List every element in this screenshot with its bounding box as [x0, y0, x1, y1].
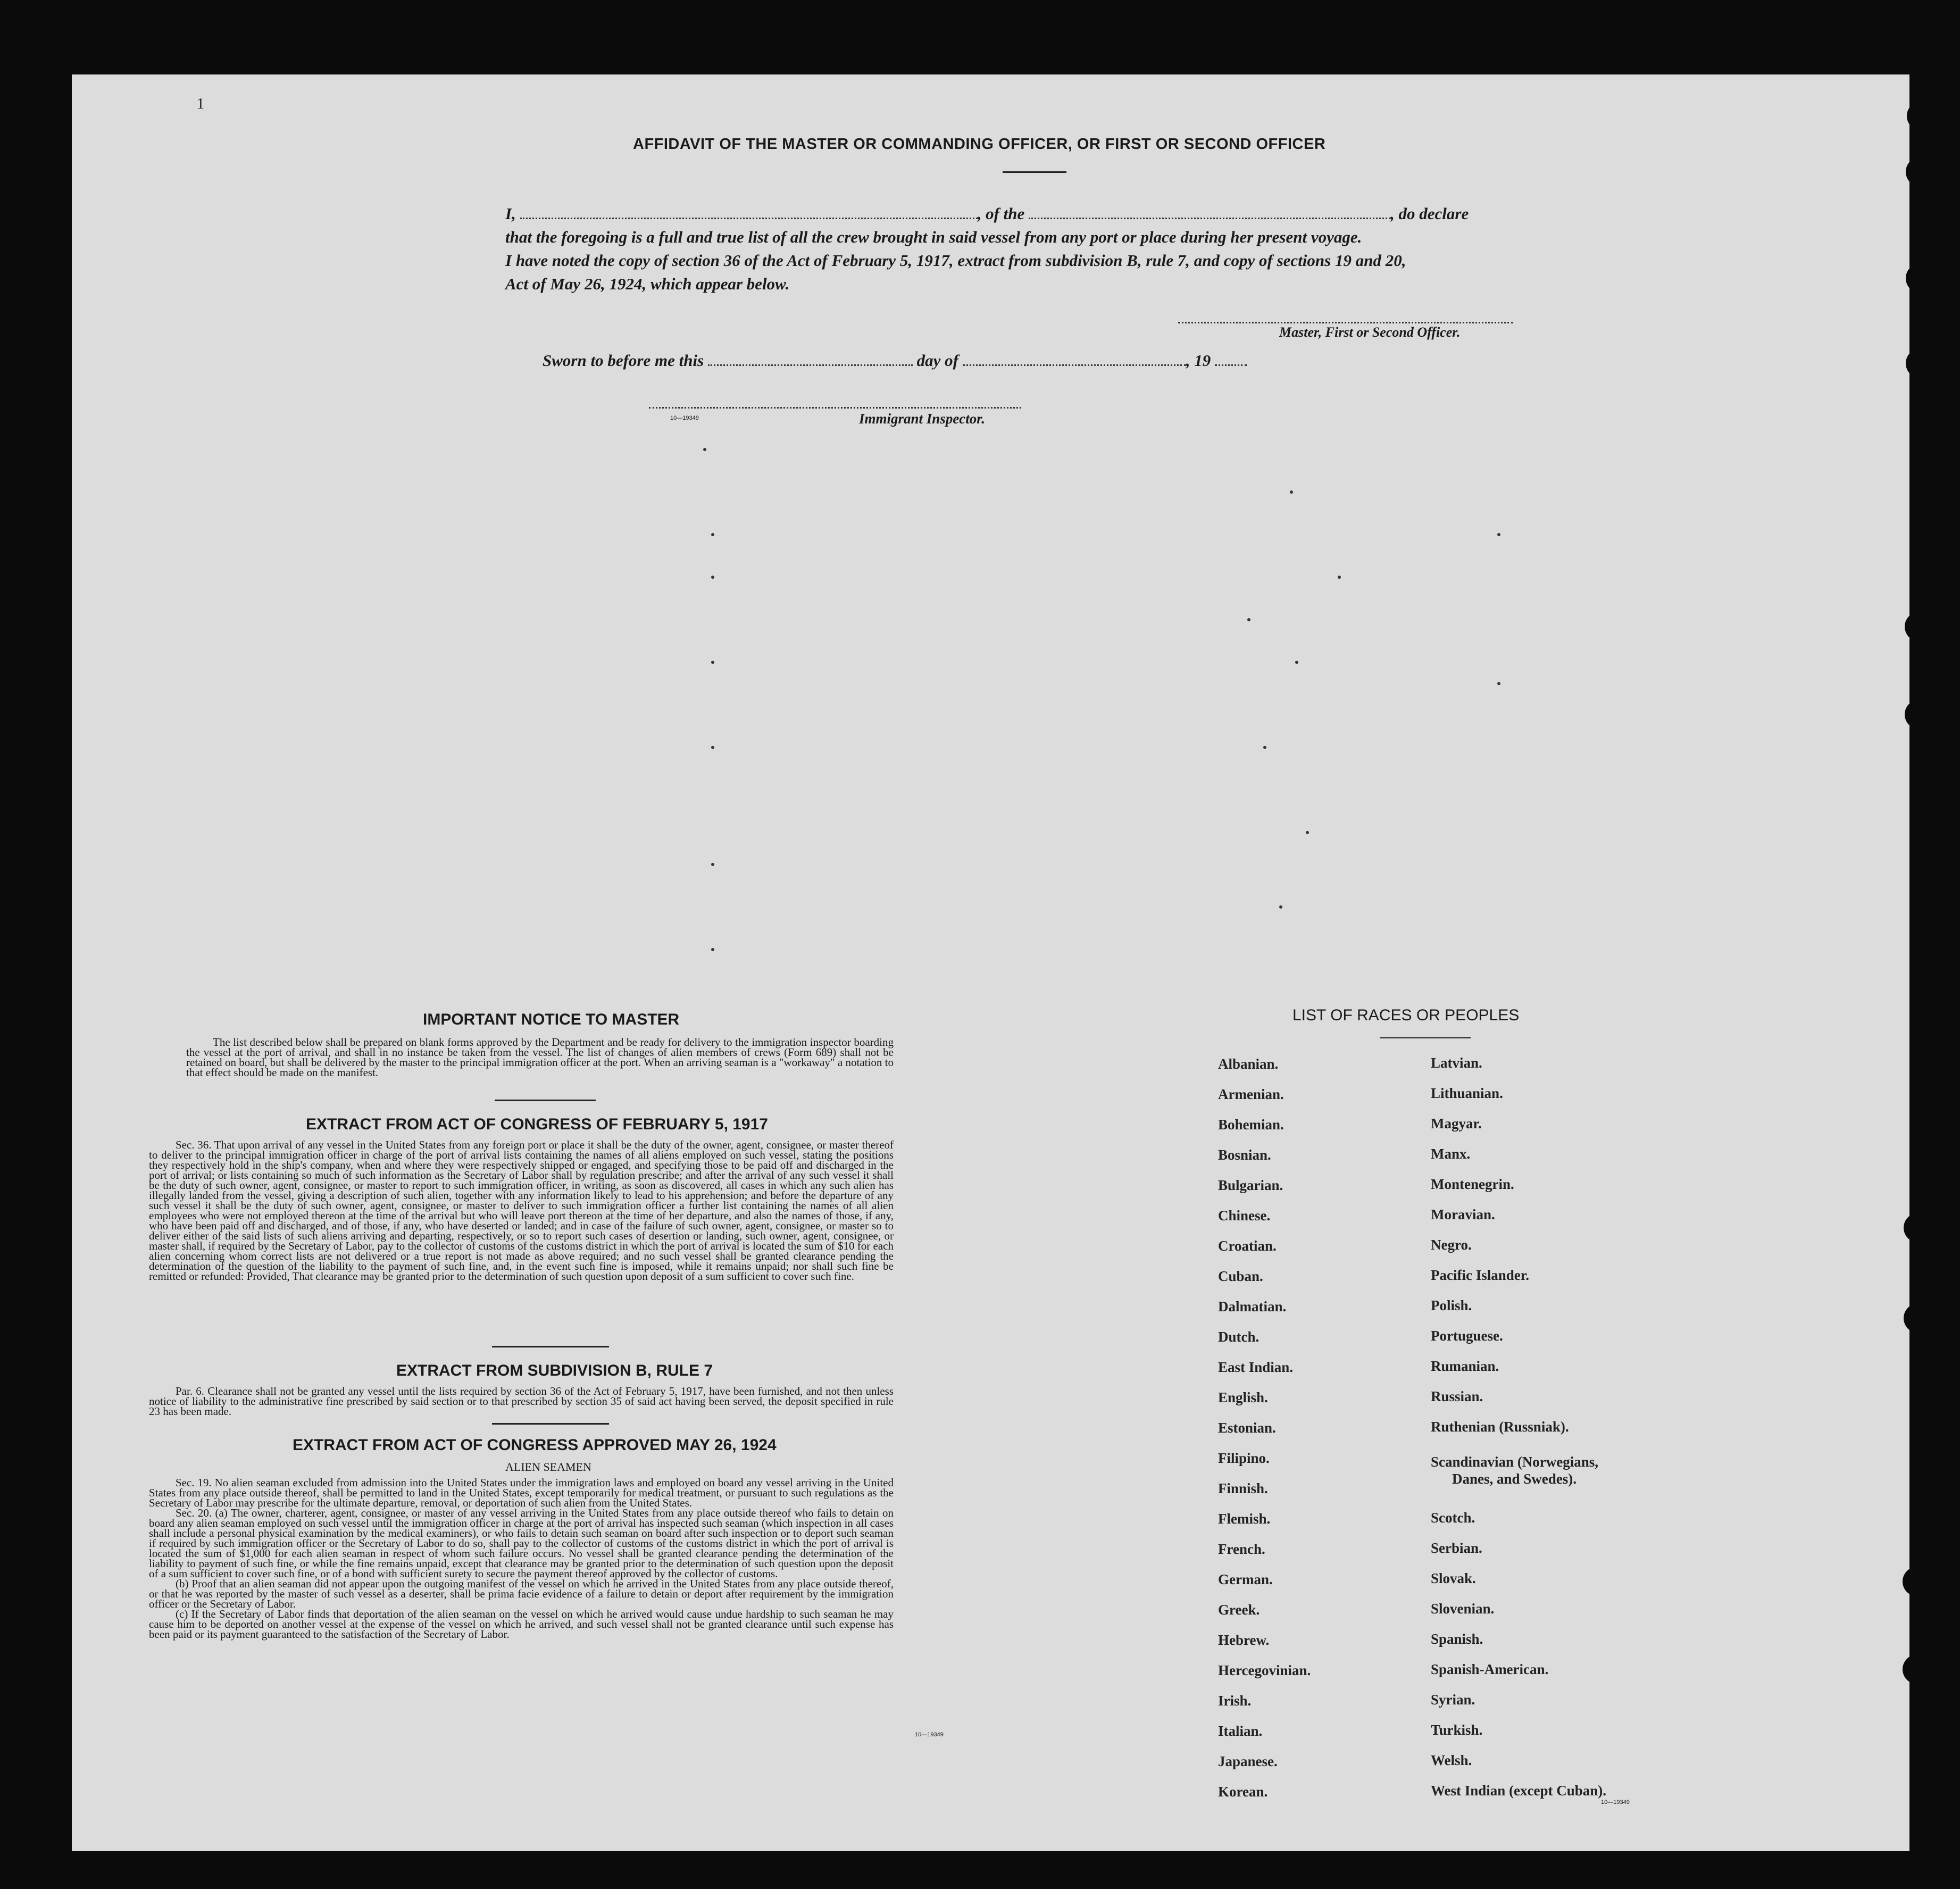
ink-speck: [1279, 905, 1282, 909]
race-label: Serbian.: [1431, 1540, 1482, 1556]
races-title: LIST OF RACES OR PEOPLES: [1292, 1006, 1520, 1024]
sworn-date-field[interactable]: [708, 364, 913, 366]
form-number: 10—19349: [915, 1732, 944, 1738]
race-label: Bohemian.: [1218, 1117, 1284, 1133]
alien-seamen-subtitle: ALIEN SEAMEN: [505, 1460, 591, 1474]
race-label: Dutch.: [1218, 1329, 1260, 1345]
ink-speck: [1306, 831, 1309, 834]
inspector-signature-line[interactable]: [649, 407, 1021, 409]
race-label: Italian.: [1218, 1723, 1263, 1739]
ink-speck: [1290, 490, 1293, 494]
race-label: Scotch.: [1431, 1510, 1475, 1526]
race-label: Spanish.: [1431, 1631, 1483, 1647]
race-label: Bulgarian.: [1218, 1177, 1283, 1193]
race-label: English.: [1218, 1389, 1268, 1405]
race-label: Ruthenian (Russniak).: [1431, 1419, 1569, 1435]
race-label: Rumanian.: [1431, 1358, 1499, 1374]
sworn-month-field[interactable]: [963, 364, 1186, 366]
race-label: Greek.: [1218, 1602, 1260, 1618]
race-label: Hercegovinian.: [1218, 1662, 1311, 1678]
race-label: West Indian (except Cuban).: [1431, 1783, 1607, 1799]
race-label: Scandinavian (Norwegians,: [1431, 1454, 1599, 1470]
sec-20b-paragraph: (b) Proof that an alien seaman did not appear upon the outgoing manifest of the vessel on which he arrived in the United States from any place outside thereof, or that he was reported by the master of such vessel as a deserter, shall be prima facie evidence of a failure to detain or deport after requirement by the immigration officer or the Secretary of Labor.: [149, 1577, 894, 1610]
punch-hole: [1904, 1213, 1933, 1243]
extract-rule7-title: EXTRACT FROM SUBDIVISION B, RULE 7: [396, 1362, 713, 1379]
race-label: Pacific Islander.: [1431, 1267, 1529, 1283]
punch-hole: [1905, 612, 1934, 642]
ink-speck: [711, 746, 714, 749]
sec-20c-paragraph: (c) If the Secretary of Labor finds that deportation of the alien seaman on the vessel on which he arrived would cause undue hardship to such seaman he may cause him to be deported on another vessel at the expense of the vessel on which he arrived, and such vessel shall not be granted clearance until such expense has been paid or its payment guaranteed to the satisfaction of the Secretary of Labor.: [149, 1608, 894, 1641]
race-label: French.: [1218, 1541, 1265, 1557]
par-6-paragraph: Par. 6. Clearance shall not be granted any vessel until the lists required by section 36 of the Act of February 5, 1917, have been furnished, and not then unless notice of liability to the administrative fine prescribed by said section or to that prescribed by section 35 of said act having been served, the deposit specified in rule 23 has been made.: [149, 1385, 894, 1418]
sec-20a-paragraph: Sec. 20. (a) The owner, charterer, agent, consignee, or master of any vessel arriving in the United States from any place outside thereof who fails to detain on board any alien seaman employed on such vessel until the immigration officer in charge at the port of arrival has inspected such seaman (which inspection in all cases shall include a personal physical examination by the medical examiners), or who fails to detain such seaman on board after such inspection or to deport such seaman if required by such immigration officer or the Secretary of Labor to do so, shall pay to the collector of customs of the customs district in which the port of arrival is located the sum of $1,000 for each alien seaman in respect of whom such failure occurs. No vessel shall be granted clearance pending the determination of the liability to payment of such fine, or while the fine remains unpaid, except that clearance may be granted prior to the determination of such question upon the deposit of a sum sufficient to cover such fine, or of a bond with sufficient surety to secure the payment thereof approved by the collector of customs.: [149, 1507, 894, 1580]
declaration-line-2: that the foregoing is a full and true list of all the crew brought in said vessel from any port or place during her present voyage.: [505, 228, 1362, 246]
race-label: Negro.: [1431, 1237, 1472, 1253]
ink-speck: [1338, 576, 1341, 579]
race-label: Irish.: [1218, 1693, 1252, 1709]
punch-hole: [1906, 157, 1936, 187]
form-number: 10—19349: [670, 415, 699, 421]
divider: [1380, 1037, 1471, 1038]
race-label: Latvian.: [1431, 1055, 1482, 1071]
race-label: Korean.: [1218, 1784, 1268, 1800]
notice-text: [186, 1037, 894, 1078]
extract-1917-text: [149, 1140, 894, 1281]
race-label: Magyar.: [1431, 1116, 1482, 1131]
race-label: Syrian.: [1431, 1692, 1475, 1708]
ink-speck: [711, 576, 714, 579]
race-label: Slovenian.: [1431, 1601, 1495, 1617]
race-label: Portuguese.: [1431, 1328, 1503, 1344]
extract-1924-text: [149, 1478, 894, 1640]
race-label: Albanian.: [1218, 1056, 1279, 1072]
year-text: , 19: [1186, 351, 1211, 370]
punch-hole: [1905, 700, 1934, 729]
punch-hole: [1907, 101, 1937, 131]
race-label: Danes, and Swedes).: [1452, 1471, 1577, 1487]
sworn-year-field[interactable]: [1215, 364, 1247, 366]
divider: [492, 1346, 609, 1347]
day-of-text: day of: [916, 351, 958, 370]
ink-speck: [1497, 682, 1500, 685]
ink-speck: [1263, 746, 1266, 749]
ink-speck: [711, 863, 714, 866]
race-label: Polish.: [1431, 1297, 1472, 1313]
declaration-line-3: I have noted the copy of section 36 of the Act of February 5, 1917, extract from subdivision B, rule 7, and copy of sections 19 and 20,: [505, 251, 1406, 270]
notice-paragraph: The list described below shall be prepared on blank forms approved by the Department and be ready for delivery to the immigration inspector boarding the vessel at the port of arrival, and shall in no instance be taken from the vessel. The list of changes of alien members of crews (Form 689) shall not be retained on board, but shall be delivered by the master to the principal immigration officer at the port. When an arriving seaman is a "workaway" a notation to that effect should be made on the manifest.: [186, 1036, 894, 1079]
sec-19-paragraph: Sec. 19. No alien seaman excluded from admission into the United States under the immigration laws and employed on board any vessel arriving in the United States from any place outside thereof, shall be permitted to land in the United States, except temporarily for medical treatment, or pursuant to such regulations as the Secretary of Labor may prescribe for the ultimate departure, removal, or deportation of such alien from the United States.: [149, 1476, 894, 1509]
ink-speck: [1247, 618, 1250, 621]
race-label: Montenegrin.: [1431, 1176, 1514, 1192]
ink-speck: [711, 661, 714, 664]
master-signature-line[interactable]: [1178, 322, 1513, 323]
race-label: Russian.: [1431, 1388, 1483, 1404]
punch-hole: [1904, 1303, 1933, 1333]
race-label: Spanish-American.: [1431, 1661, 1549, 1677]
race-label: Chinese.: [1218, 1208, 1271, 1224]
race-label: Slovak.: [1431, 1570, 1476, 1586]
ink-speck: [1497, 533, 1500, 536]
of-the-text: , of the: [977, 204, 1025, 223]
race-label: Croatian.: [1218, 1238, 1277, 1254]
affidavit-title: AFFIDAVIT OF THE MASTER OR COMMANDING OFFICER, OR FIRST OR SECOND OFFICER: [633, 136, 1326, 153]
race-label: Japanese.: [1218, 1753, 1278, 1769]
extract-rule7-text: [149, 1386, 894, 1417]
race-label: Moravian.: [1431, 1206, 1495, 1222]
punch-hole: [1903, 1654, 1932, 1684]
ink-speck: [711, 533, 714, 536]
race-label: Dalmatian.: [1218, 1299, 1287, 1314]
sworn-line: [543, 351, 1247, 370]
race-label: German.: [1218, 1571, 1273, 1587]
ink-speck: [703, 448, 706, 451]
race-label: Cuban.: [1218, 1268, 1263, 1284]
race-label: Welsh.: [1431, 1752, 1472, 1768]
form-number: 10—19349: [1601, 1799, 1630, 1805]
page-mark: 1: [197, 96, 204, 112]
declarant-prefix: I,: [505, 204, 516, 223]
sworn-prefix: Sworn to before me this: [543, 351, 704, 370]
race-label: Estonian.: [1218, 1420, 1276, 1436]
master-signature-label: Master, First or Second Officer.: [1279, 324, 1461, 340]
divider: [492, 1423, 609, 1425]
divider: [1003, 171, 1066, 173]
race-label: East Indian.: [1218, 1359, 1294, 1375]
inspector-label: Immigrant Inspector.: [859, 411, 986, 427]
affidavit-declaration: [505, 202, 1606, 296]
ink-speck: [1295, 661, 1298, 664]
extract-1917-title: EXTRACT FROM ACT OF CONGRESS OF FEBRUARY 5, 1917: [306, 1116, 768, 1133]
divider: [495, 1100, 596, 1101]
extract-1924-title: EXTRACT FROM ACT OF CONGRESS APPROVED MAY 26, 1924: [293, 1436, 777, 1454]
race-label: Bosnian.: [1218, 1147, 1271, 1163]
do-declare-text: , do declare: [1390, 204, 1469, 223]
form-page: [72, 74, 1909, 1851]
ink-speck: [711, 948, 714, 951]
declaration-line-4: Act of May 26, 1924, which appear below.: [505, 274, 790, 293]
punch-hole: [1906, 263, 1936, 293]
punch-hole: [1903, 1567, 1932, 1596]
race-label: Manx.: [1431, 1146, 1471, 1162]
race-label: Hebrew.: [1218, 1632, 1270, 1648]
vessel-name-field[interactable]: [1029, 218, 1390, 219]
declarant-name-field[interactable]: [520, 218, 978, 219]
notice-title: IMPORTANT NOTICE TO MASTER: [423, 1011, 680, 1028]
race-label: Filipino.: [1218, 1450, 1270, 1466]
race-label: Flemish.: [1218, 1511, 1271, 1527]
race-label: Lithuanian.: [1431, 1085, 1503, 1101]
race-label: Turkish.: [1431, 1722, 1483, 1738]
punch-hole: [1906, 348, 1936, 378]
declaration-line-1: [505, 202, 1606, 226]
section-36-paragraph: Sec. 36. That upon arrival of any vessel in the United States from any foreign port or place it shall be the duty of the owner, agent, consignee, or master thereof to deliver to the principal immigration officer in charge of the port of arrival lists containing the names of all aliens employed on such vessel, stating the positions they respectively hold in the ship's company, when and where they were respectively shipped or engaged, and specifying those to be paid off and discharged in the port of arrival; or lists containing so much of such information as the Secretary of Labor shall by regulation prescribe; and after the arrival of any such vessel it shall be the duty of such owner, agent, consignee, or master to report to such immigration officer, in writing, as soon as discovered, all cases in which any such alien has illegally landed from the vessel, giving a description of such alien, together with any information likely to lead to his apprehension; and before the departure of any such vessel it shall be the duty of such owner, agent, consignee, or master to deliver to such immigration officer a further list containing the names of all alien employees who were not employed thereon at the time of the arrival but who will leave port thereon at the time of her departure, and also the names of those, if any, who have been paid off and discharged, and of those, if any, who have deserted or landed; and in case of the failure of such owner, agent, consignee, or master so to deliver either of the said lists of such aliens arriving and departing, respectively, or so to report such cases of desertion or landing, such owner, agent, consignee, or master shall, if required by the Secretary of Labor, pay to the collector of customs of the customs district in which the port of arrival is located the sum of $10 for each alien concerning whom correct lists are not delivered or a true report is not made as above required; and no such vessel shall be granted clearance pending the determination of the question of the liability to the payment of such fine, and, in the event such fine is imposed, while it remains unpaid; nor shall such fine be remitted or refunded: Provided, That clearance may be granted prior to the determination of such question upon deposit of a sum sufficient to cover such fine.: [149, 1138, 894, 1283]
race-label: Finnish.: [1218, 1480, 1268, 1496]
race-label: Armenian.: [1218, 1086, 1284, 1102]
